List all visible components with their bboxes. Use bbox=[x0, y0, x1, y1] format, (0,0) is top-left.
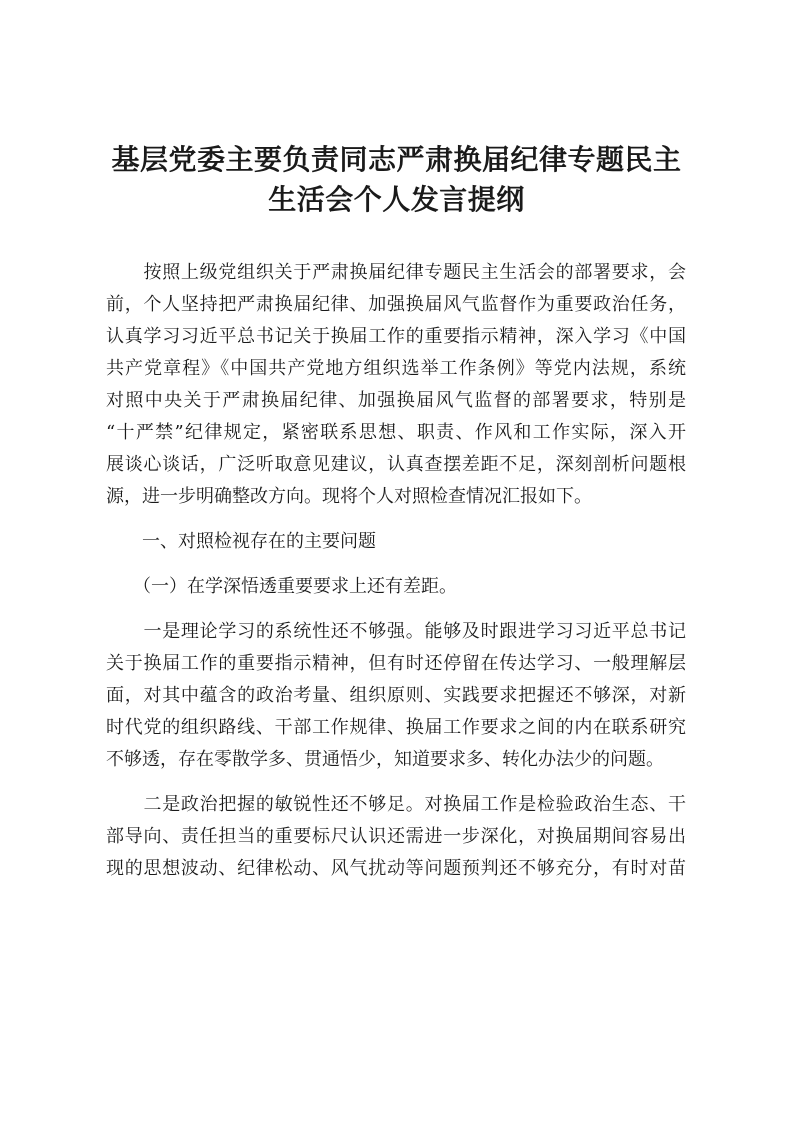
title-line: 基层党委主要负责同志严肃换届纪律专题民主 bbox=[111, 143, 682, 176]
paragraph-line: 按照上级党组织关于严肃换届纪律专题民主生活会的部署要求，会 bbox=[106, 262, 686, 283]
paragraph-line: 关于换届工作的重要指示精神，但有时还停留在传达学习、一般理解层 bbox=[106, 653, 686, 674]
paragraph-line: 现的思想波动、纪律松动、风气扰动等问题预判还不够充分，有时对苗 bbox=[106, 858, 686, 879]
paragraph-line: 展谈心谈话，广泛听取意见建议，认真查摆差距不足，深刻剖析问题根 bbox=[106, 454, 686, 475]
paragraph-line: 对照中央关于严肃换届纪律、加强换届风气监督的部署要求，特别是 bbox=[106, 390, 686, 411]
paragraph-line: 部导向、责任担当的重要标尺认识还需进一步深化，对换届期间容易出 bbox=[106, 826, 686, 847]
title-line: 生活会个人发言提纲 bbox=[268, 183, 525, 216]
section-heading-text: 一、对照检视存在的主要问题 bbox=[106, 531, 376, 552]
paragraph-line: 认真学习习近平总书记关于换届工作的重要指示精神，深入学习《中国 bbox=[106, 326, 686, 347]
paragraph-line: 前，个人坚持把严肃换届纪律、加强换届风气监督作为重要政治任务， bbox=[106, 294, 686, 315]
paragraph-line: “十严禁”纪律规定，紧密联系思想、职责、作风和工作实际，深入开 bbox=[106, 422, 686, 443]
paragraph-line: 源，进一步明确整改方向。现将个人对照检查情况汇报如下。 bbox=[106, 486, 592, 507]
point2-paragraph bbox=[106, 789, 686, 885]
section-heading bbox=[106, 526, 686, 558]
document-title bbox=[90, 140, 703, 220]
point1-paragraph bbox=[106, 616, 686, 776]
paragraph-line: 时代党的组织路线、干部工作规律、换届工作要求之间的内在联系研究 bbox=[106, 717, 686, 738]
subsection-heading-text: （一）在学深悟透重要要求上还有差距。 bbox=[106, 576, 457, 597]
paragraph-line: 不够透，存在零散学多、贯通悟少，知道要求多、转化办法少的问题。 bbox=[106, 749, 664, 770]
paragraph-line: 二是政治把握的敏锐性还不够足。对换届工作是检验政治生态、干 bbox=[106, 794, 686, 815]
intro-paragraph bbox=[106, 257, 686, 513]
paragraph-line: 一是理论学习的系统性还不够强。能够及时跟进学习习近平总书记 bbox=[106, 621, 686, 642]
subsection-heading bbox=[106, 571, 686, 603]
paragraph-line: 面，对其中蕴含的政治考量、组织原则、实践要求把握还不够深，对新 bbox=[106, 685, 686, 706]
paragraph-line: 共产党章程》《中国共产党地方组织选举工作条例》等党内法规，系统 bbox=[106, 358, 686, 379]
document-body bbox=[106, 257, 686, 885]
